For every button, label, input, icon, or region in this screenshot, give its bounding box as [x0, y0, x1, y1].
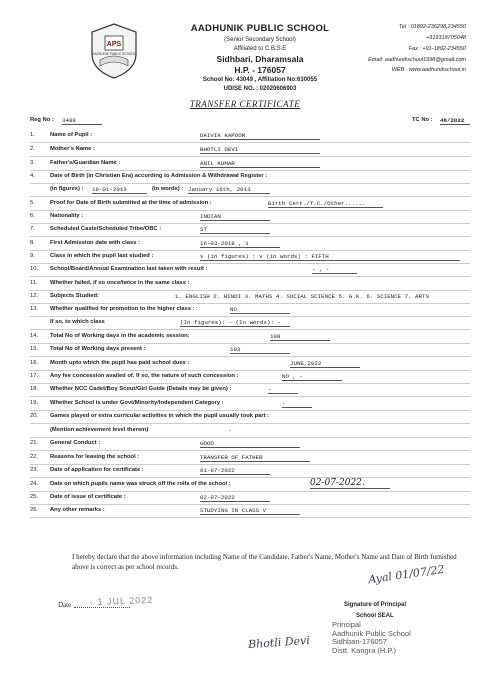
field-value: 108	[270, 333, 330, 341]
school-number: School No: 43049 , Affiliation No:630055	[202, 77, 318, 83]
row-divider	[30, 464, 470, 465]
date-line	[74, 607, 130, 608]
field-label: General Conduct :	[50, 440, 101, 446]
principal-stamp	[332, 621, 411, 655]
field-label: Any other remarks :	[50, 507, 105, 513]
tc-label: TC No :	[412, 117, 433, 123]
row-number: 13.	[30, 306, 39, 312]
field-label: Whether School is under Govt/Minority/Independent Category :	[50, 400, 224, 406]
row-number: 5.	[30, 200, 35, 206]
row-number: 23.	[30, 467, 39, 473]
row-number: 18.	[30, 386, 39, 392]
parent-signature: Bhotli Devi	[247, 633, 311, 652]
field-value: 1. ENGLISH 2. HINDI 3. MATHS 4. SOCIAL SCIENCE 5. G.K. 6. SCIENCE 7. ARTS	[175, 293, 429, 300]
field-label: Total No of Working days in the academic session:	[50, 333, 190, 339]
row-number: 21.	[30, 440, 39, 446]
field-label: Nationality :	[50, 213, 84, 219]
reg-number: 3488	[62, 117, 102, 125]
row-divider	[30, 250, 470, 251]
field-label: Subjects Studied:	[50, 293, 99, 299]
telephone: Tel : 01892-236298,234550	[398, 24, 466, 30]
field-label: Name of Pupil :	[50, 132, 93, 138]
field-label: (Mention achievement level therein)	[50, 427, 149, 433]
row-divider	[30, 223, 470, 224]
row-divider	[30, 477, 470, 478]
row-divider	[30, 450, 470, 451]
row-number: 14.	[30, 333, 39, 339]
school-name: AADHUNIK PUBLIC SCHOOL	[190, 23, 330, 34]
row-number: 10.	[30, 266, 39, 272]
field-value: TRANSFER OF FATHER	[200, 454, 310, 462]
row-divider	[30, 491, 470, 492]
field-value: -	[268, 386, 298, 394]
principal-signature: Ayal 01/07/22	[367, 562, 446, 587]
row-divider	[30, 504, 470, 505]
field-label: Reasons for leaving the school :	[50, 454, 140, 460]
row-number: 26.	[30, 507, 39, 513]
tc-number: 46/2022	[440, 117, 470, 125]
field-value: GOOD	[200, 440, 300, 448]
date-stamp: - 1 JUL 2022	[89, 594, 154, 608]
row-number: 12.	[30, 293, 39, 299]
field-label: Date of Birth (in Christian Era) according to Admission & Withdrawal Register :	[50, 173, 268, 179]
row-number: 19.	[30, 400, 39, 406]
row-divider	[30, 156, 470, 157]
row-number: 25.	[30, 494, 39, 500]
field-label: Date of issue of certificate :	[50, 494, 126, 500]
field-value: 02-07-2022.	[310, 478, 390, 489]
field-label: Whether qualified for promotion to the higher class :	[50, 306, 195, 312]
field-value: 16-03-2018 , 1	[200, 240, 280, 248]
row-divider	[30, 423, 470, 424]
school-town: Sidhbari, Dharamsala	[216, 54, 304, 64]
field-value: STUDYING IN CLASS V	[200, 507, 300, 515]
row-divider	[30, 370, 470, 371]
field-value: ANIL KUMAR	[200, 160, 320, 168]
field-value: DAIVIK KAPOOR	[200, 132, 320, 140]
school-logo	[88, 22, 140, 80]
row-divider	[30, 183, 470, 184]
field-label: Games played or extra curricular activities in which the pupil usually took part :	[50, 413, 270, 419]
row-number: 8.	[30, 240, 35, 246]
row-divider	[30, 437, 470, 438]
field-label: Proof for Date of Birth submitted at the time of admission :	[50, 200, 212, 206]
row-divider	[30, 276, 470, 277]
field-label: Date on which pupils name was struck off the rolls of the school :	[50, 481, 231, 487]
field-value: 103	[230, 346, 290, 354]
signature-label: Signature of Principal	[344, 602, 407, 608]
row-number: 2.	[30, 146, 35, 152]
stamp-line: Sidhbari-176057	[332, 637, 388, 646]
fax: Fax : +91-1892-234550	[408, 46, 466, 52]
field-label: Father's/Guardian Name :	[50, 160, 121, 166]
field-value: 01-07-2022	[200, 467, 270, 475]
field-value: NO , -	[282, 373, 342, 381]
row-number: 16.	[30, 360, 39, 366]
reg-label: Reg No :	[30, 117, 54, 123]
field-label: Scheduled Caste/Scheduled Tribe/OBC :	[50, 226, 162, 232]
row-divider	[30, 356, 470, 357]
field-value: 02-07-2022	[200, 494, 270, 502]
field-label: If so, to which class	[50, 319, 105, 325]
field-label: Class in which the pupil last studied :	[50, 253, 154, 259]
row-divider	[30, 196, 470, 197]
field-value: v (in figures) : v (in words) : FIFTH	[200, 253, 460, 261]
stamp-line: Aadhunik Public School	[332, 628, 411, 638]
school-sub1: (Senior Secondary School)	[224, 37, 296, 43]
row-number: 15.	[30, 346, 39, 352]
row-number: 24.	[30, 481, 39, 487]
svg-text:APS: APS	[106, 41, 122, 48]
row-divider	[30, 142, 470, 143]
row-number: 11.	[30, 280, 38, 286]
document-title: TRANSFER CERTIFICATE	[189, 99, 301, 109]
row-divider	[30, 290, 470, 291]
row-divider	[30, 383, 470, 384]
field-value: -	[228, 427, 232, 434]
row-number: 4.	[30, 173, 35, 179]
row-number: 17.	[30, 373, 39, 379]
field-label: (in figures) :	[50, 186, 84, 192]
date-label: Date	[58, 601, 72, 609]
row-number: 22.	[30, 454, 39, 460]
field-value: January 16th, 2013	[188, 186, 270, 194]
field-value: ST	[200, 226, 270, 234]
field-value: Birth Cert./T.C./Other......	[268, 200, 383, 208]
row-divider	[30, 263, 470, 264]
field-value: (In figures): - (In words): -	[180, 319, 290, 327]
row-number: 7.	[30, 226, 35, 232]
row-divider	[30, 517, 470, 518]
field-value: BHOTLI DEVI	[200, 146, 320, 154]
field-label: Month upto which the pupil has paid school dues :	[50, 360, 190, 366]
field-label: Total No of Working days present :	[50, 346, 146, 352]
udise-number: UDISE NO. : 02020606903	[223, 86, 297, 92]
field-label: School/Board/Annual Examination last taken with result :	[50, 266, 208, 272]
field-label: Any fee concession availed of. If so, the nature of such concession :	[50, 373, 239, 379]
row-divider	[30, 396, 470, 397]
telephone-2: +919318705048	[426, 35, 466, 41]
row-number: 1.	[30, 132, 35, 138]
school-hp: H.P. - 176057	[234, 65, 286, 75]
row-number: 20.	[30, 413, 39, 419]
field-label: Mother's Name :	[50, 146, 95, 152]
row-divider	[30, 329, 470, 330]
field-value: INDIAN	[200, 213, 270, 221]
row-divider	[30, 316, 470, 317]
row-divider	[30, 303, 470, 304]
row-divider	[30, 410, 470, 411]
row-divider	[30, 236, 470, 237]
declaration-text: I hereby declare that the above information including Name of the Candidate, Father's Name, Mother's Name and Date of Birth furnished above is correct as per school records.	[72, 553, 457, 571]
field-label: Date of application for certificate :	[50, 467, 144, 473]
field-label: First Admission date with class :	[50, 240, 140, 246]
row-divider	[30, 170, 470, 171]
field-value: JUNE,2022	[290, 360, 360, 368]
stamp-line: Principal	[332, 620, 361, 629]
field-label: Whether failed, if so once/twice in the same class :	[50, 280, 190, 286]
row-number: 6.	[30, 213, 35, 219]
field-value: - , -	[312, 266, 357, 274]
field-label: (in words) :	[152, 186, 184, 192]
field-value: 16-01-2013	[92, 186, 147, 194]
row-divider	[30, 343, 470, 344]
school-sub2: Affiliated to C.B.S.E	[233, 46, 287, 52]
website: WEB : www.aadhunikschool.in	[391, 67, 466, 73]
field-label: Whether NCC Cadet/Boy Scout/Girl Guide (Details may be given) :	[50, 386, 232, 392]
svg-text:AADHUNIK PUBLIC SCHOOL: AADHUNIK PUBLIC SCHOOL	[92, 52, 136, 56]
row-divider	[30, 210, 470, 211]
email: Email: aadhunikschool1998@gmail.com	[368, 57, 466, 63]
stamp-line: Distt. Kangra (H.P.)	[332, 645, 397, 655]
seal-label: School SEAL	[356, 613, 394, 619]
row-number: 3.	[30, 160, 35, 166]
row-number: 9.	[30, 253, 35, 259]
field-value: -	[282, 400, 312, 408]
field-value: NO	[230, 306, 290, 314]
